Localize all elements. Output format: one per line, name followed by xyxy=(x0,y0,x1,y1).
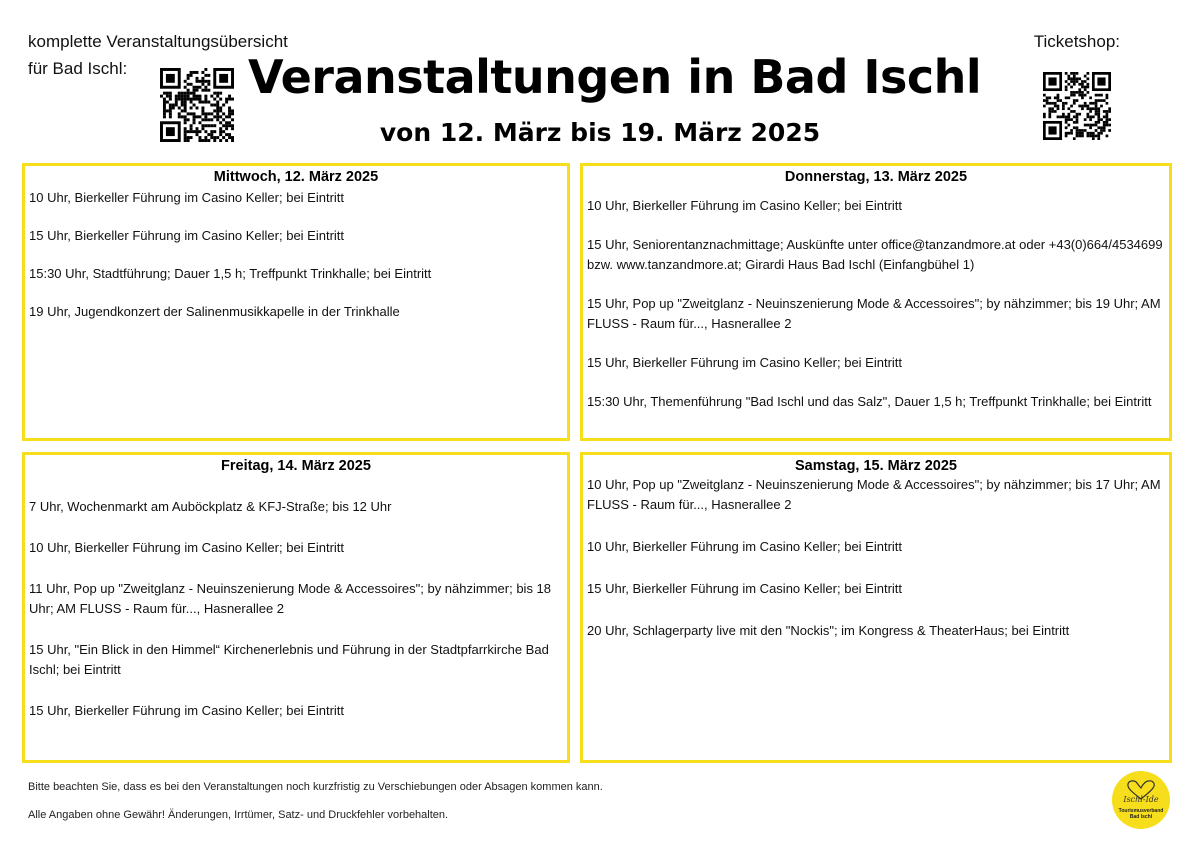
event-item: 15 Uhr, Bierkeller Führung im Casino Keller; bei Eintritt xyxy=(587,581,903,596)
day-box-friday xyxy=(22,452,570,763)
event-item: 15 Uhr, Bierkeller Führung im Casino Keller; bei Eintritt xyxy=(29,703,345,718)
event-list xyxy=(29,188,563,322)
footer-notes xyxy=(28,780,603,836)
disclaimer-changes: Bitte beachten Sie, dass es bei den Veranstaltungen noch kurzfristig zu Verschiebungen oder Absagen kommen kann. xyxy=(28,781,603,793)
logo-line-2: Bad Ischl xyxy=(1129,814,1153,820)
day-box-saturday xyxy=(580,452,1172,763)
event-list xyxy=(587,475,1165,641)
intro-line-2: für Bad Ischl: xyxy=(28,59,128,78)
day-heading: Freitag, 14. März 2025 xyxy=(221,458,371,474)
event-item: 15 Uhr, Pop up "Zweitglanz - Neuinszenierung Mode & Accessoires"; by nähzimmer; bis 19 Uhr; AM FLUSS - Raum für..., Hasnerallee 2 xyxy=(587,296,1161,331)
event-list xyxy=(587,196,1165,412)
event-list xyxy=(29,497,563,721)
page-title: Veranstaltungen in Bad Ischl xyxy=(248,50,982,104)
disclaimer-liability: Alle Angaben ohne Gewähr! Änderungen, Irrtümer, Satz- und Druckfehler vorbehalten. xyxy=(28,809,449,821)
day-box-thursday xyxy=(580,163,1172,441)
ticketshop-qr-code-icon[interactable] xyxy=(1043,72,1111,140)
event-item: 7 Uhr, Wochenmarkt am Auböckplatz & KFJ-Straße; bis 12 Uhr xyxy=(29,499,392,514)
event-item: 10 Uhr, Bierkeller Führung im Casino Keller; bei Eintritt xyxy=(29,540,345,555)
event-item: 15:30 Uhr, Stadtführung; Dauer 1,5 h; Treffpunkt Trinkhalle; bei Eintritt xyxy=(29,266,432,281)
day-heading: Donnerstag, 13. März 2025 xyxy=(784,169,968,185)
event-item: 11 Uhr, Pop up "Zweitglanz - Neuinszenierung Mode & Accessoires"; by nähzimmer; bis 18 Uhr; AM FLUSS - Raum für..., Hasnerallee 2 xyxy=(29,581,552,616)
event-item: 10 Uhr, Bierkeller Führung im Casino Keller; bei Eintritt xyxy=(587,198,903,213)
event-item: 15 Uhr, Bierkeller Führung im Casino Keller; bei Eintritt xyxy=(587,355,903,370)
event-item: 19 Uhr, Jugendkonzert der Salinenmusikkapelle in der Trinkhalle xyxy=(29,304,400,319)
logo-wordmark: Ischl-Ide xyxy=(1123,795,1159,804)
logo-line-1: Tourismusverband xyxy=(1118,808,1164,814)
day-box-wednesday xyxy=(22,163,570,441)
event-item: 20 Uhr, Schlagerparty live mit den "Nockis"; im Kongress & TheaterHaus; bei Eintritt xyxy=(587,623,1070,638)
event-item: 10 Uhr, Bierkeller Führung im Casino Keller; bei Eintritt xyxy=(587,539,903,554)
overview-qr-code-icon[interactable] xyxy=(160,68,234,142)
date-range-subtitle: von 12. März bis 19. März 2025 xyxy=(379,118,821,147)
intro-line-1: komplette Veranstaltungsübersicht xyxy=(28,32,288,51)
day-heading: Samstag, 15. März 2025 xyxy=(794,458,957,474)
event-item: 15 Uhr, "Ein Blick in den Himmel“ Kirchenerlebnis und Führung in der Stadtpfarrkirche Bad Ischl; bei Eintritt xyxy=(29,642,549,677)
event-item: 15 Uhr, Seniorentanznachmittage; Auskünfte unter office@tanzandmore.at oder +43(0)664/4534699 bzw. www.tanzandmore.at; Girardi Haus Bad Ischl (Einfangbühel 1) xyxy=(587,237,1163,272)
tourism-logo xyxy=(1112,771,1170,829)
event-item: 15 Uhr, Bierkeller Führung im Casino Keller; bei Eintritt xyxy=(29,228,345,243)
event-item: 10 Uhr, Bierkeller Führung im Casino Keller; bei Eintritt xyxy=(29,190,345,205)
event-item: 15:30 Uhr, Themenführung "Bad Ischl und das Salz", Dauer 1,5 h; Treffpunkt Trinkhalle; bei Eintritt xyxy=(587,394,1152,409)
day-heading: Mittwoch, 12. März 2025 xyxy=(213,169,379,185)
ticketshop-label: Ticketshop: xyxy=(1033,32,1120,51)
event-item: 10 Uhr, Pop up "Zweitglanz - Neuinszenierung Mode & Accessoires"; by nähzimmer; bis 17 Uhr; AM FLUSS - Raum für..., Hasnerallee 2 xyxy=(587,477,1161,512)
